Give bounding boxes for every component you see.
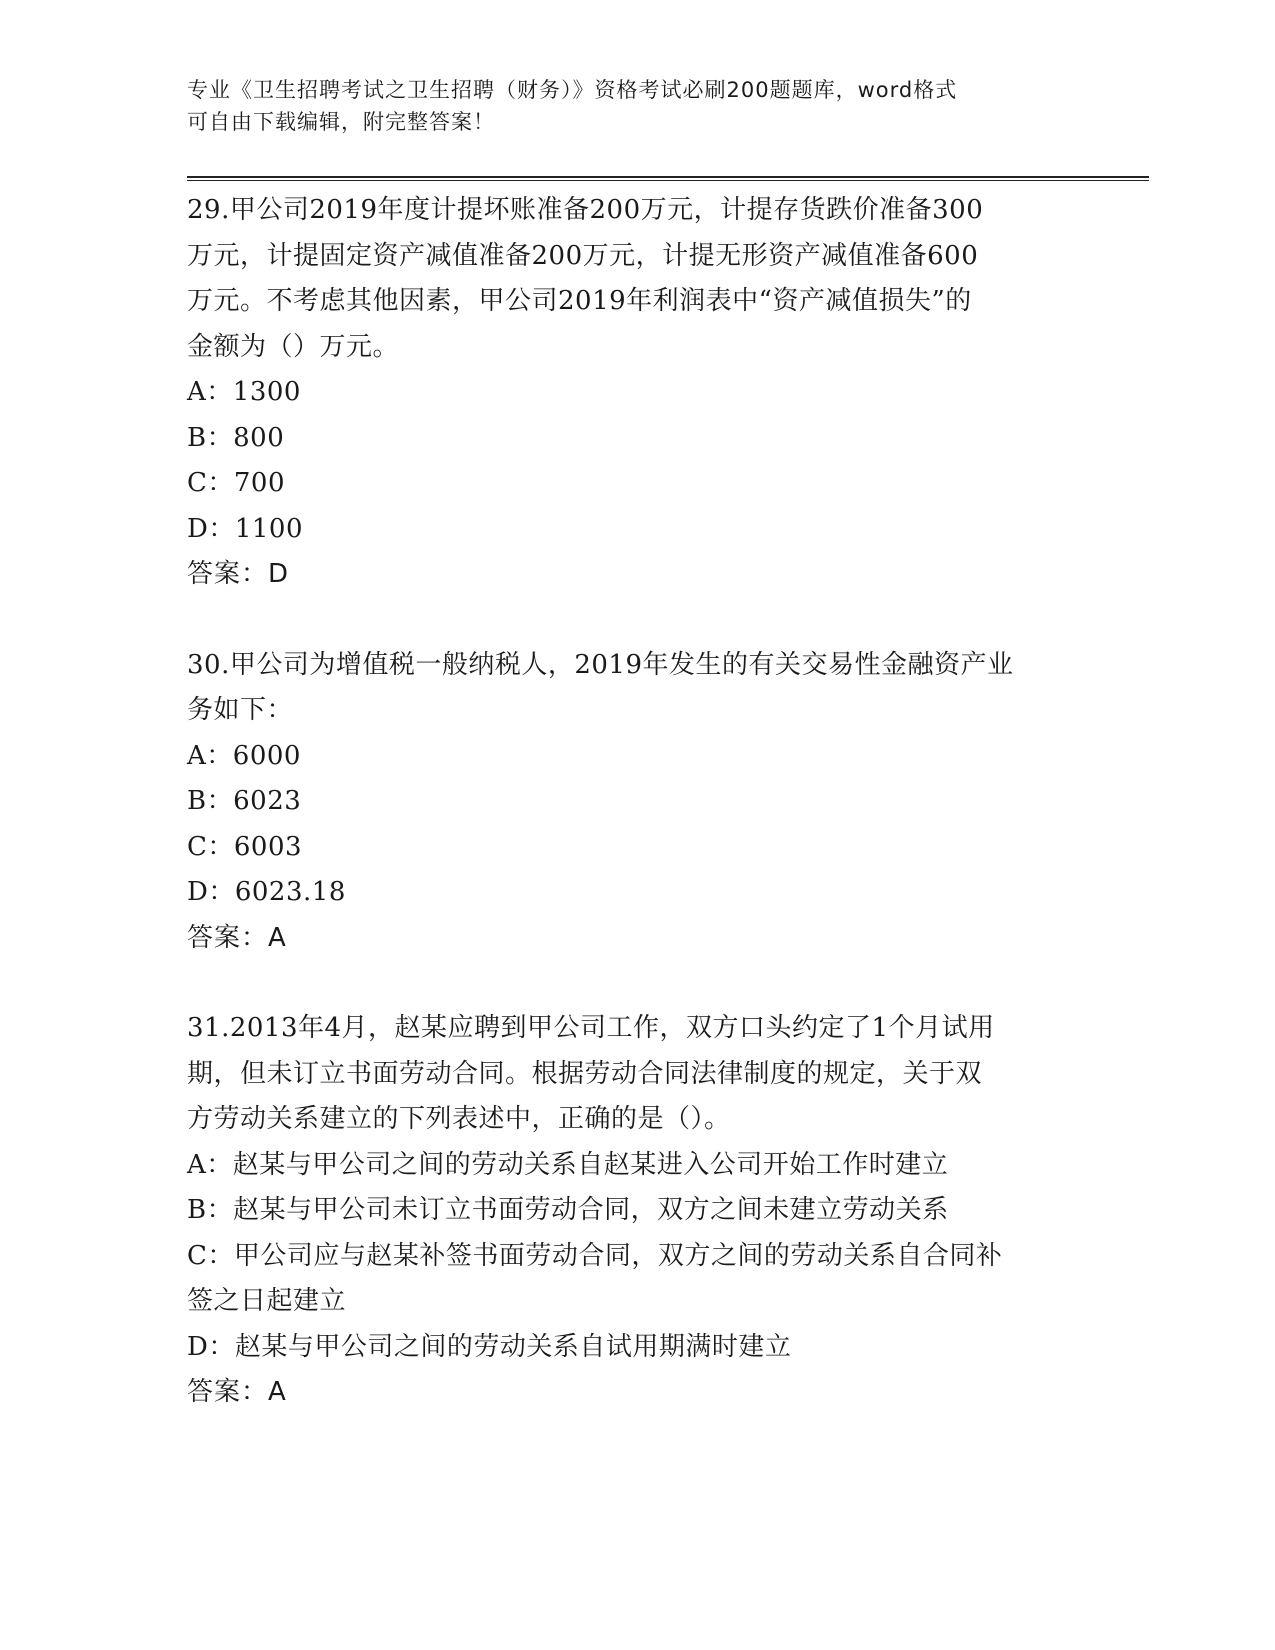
answer-label: 答案：A bbox=[187, 1377, 287, 1407]
question-stem-line: 期，但未订立书面劳动合同。根据劳动合同法律制度的规定，关于双 bbox=[187, 1058, 983, 1089]
question-stem-line: 万元。不考虑其他因素，甲公司2019年利润表中“资产减值损失”的 bbox=[187, 286, 972, 316]
option-b: B：赵某与甲公司未订立书面劳动合同，双方之间未建立劳动关系 bbox=[187, 1195, 949, 1225]
question-stem-line: 金额为（）万元。 bbox=[187, 331, 400, 362]
question-stem-line: 30.甲公司为增值税一般纳税人，2019年发生的有关交易性金融资产业 bbox=[187, 649, 1014, 680]
question-29 bbox=[187, 188, 1087, 598]
option-d: D：赵某与甲公司之间的劳动关系自试用期满时建立 bbox=[187, 1331, 792, 1362]
option-b: B：6023 bbox=[187, 786, 302, 816]
question-stem-line: 万元，计提固定资产减值准备200万元，计提无形资产减值准备600 bbox=[187, 240, 979, 271]
answer-label: 答案：D bbox=[187, 559, 290, 589]
option-c: C：甲公司应与赵某补签书面劳动合同，双方之间的劳动关系自合同补 bbox=[187, 1240, 1003, 1271]
option-d: D：6023.18 bbox=[187, 877, 346, 907]
option-a: A：赵某与甲公司之间的劳动关系自赵某进入公司开始工作时建立 bbox=[187, 1149, 949, 1180]
option-b: B：800 bbox=[187, 422, 285, 453]
header-line-2: 可自由下载编辑，附完整答案！ bbox=[187, 110, 495, 134]
option-a: A：6000 bbox=[187, 740, 301, 771]
question-list bbox=[187, 188, 1087, 1416]
option-c: C：6003 bbox=[187, 831, 303, 862]
option-a: A：1300 bbox=[187, 377, 301, 407]
question-stem-line: 方劳动关系建立的下列表述中，正确的是（）。 bbox=[187, 1104, 731, 1134]
question-stem-line: 31.2013年4月，赵某应聘到甲公司工作，双方口头约定了1个月试用 bbox=[187, 1013, 995, 1043]
option-c-continued: 签之日起建立 bbox=[187, 1286, 347, 1316]
question-stem-line: 29.甲公司2019年度计提坏账准备200万元，计提存货跌价准备300 bbox=[187, 195, 984, 225]
document-header bbox=[187, 74, 1087, 138]
header-line-1: 专业《卫生招聘考试之卫生招聘（财务）》资格考试必刷200题题库，word格式 bbox=[187, 78, 958, 102]
answer-label: 答案：A bbox=[187, 922, 287, 953]
question-stem-line: 务如下： bbox=[187, 695, 294, 725]
option-c: C：700 bbox=[187, 468, 286, 498]
header-divider bbox=[187, 176, 1149, 181]
question-spacer bbox=[187, 961, 1087, 1006]
question-31 bbox=[187, 1006, 1087, 1416]
question-30 bbox=[187, 643, 1087, 962]
question-spacer bbox=[187, 598, 1087, 643]
option-d: D：1100 bbox=[187, 513, 304, 544]
